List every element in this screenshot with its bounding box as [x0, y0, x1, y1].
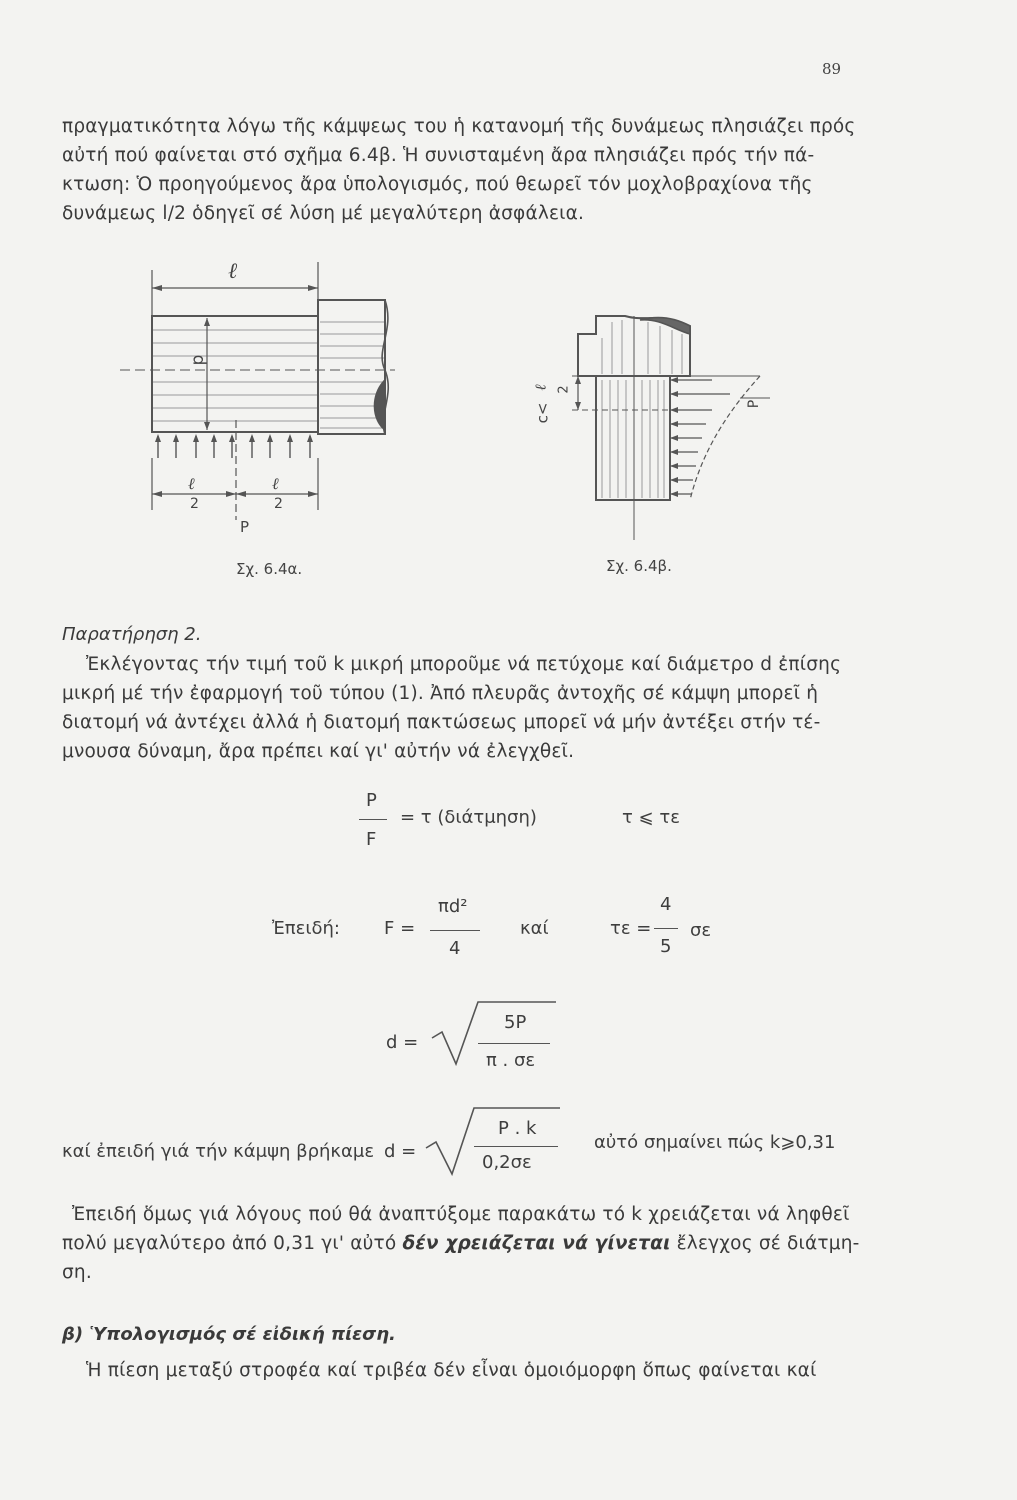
- eq2-f-den: 4: [449, 938, 461, 959]
- section-b-title: β) Ὑπολογισμός σέ εἰδική πίεση.: [62, 1324, 396, 1345]
- fig-a-half-left-num: ℓ: [188, 474, 195, 493]
- closing-paragraph: [62, 1200, 860, 1287]
- eq1-num: P: [366, 790, 377, 811]
- closing-line-2: [62, 1229, 860, 1258]
- intro-line: αὐτή πού φαίνεται στό σχῆμα 6.4β. Ἡ συνισταμένη ἄρα πλησιάζει πρός τήν πά-: [62, 145, 815, 166]
- intro-line: κτωση: Ὁ προηγούμενος ἄρα ὑπολογισμός, πού θεωρεῖ τόν μοχλοβραχίονα τῆς: [62, 174, 813, 195]
- eq2-f-lhs: F =: [384, 918, 416, 939]
- eq2-prefix: Ἐπειδή:: [272, 918, 340, 939]
- eq1-condition: τ ⩽ τε: [622, 807, 680, 828]
- fig-a-caption: Σχ. 6.4α.: [236, 560, 303, 578]
- remark-title: Παρατήρηση 2.: [62, 624, 202, 645]
- eq2-t-den: 5: [660, 936, 672, 957]
- fig-b-label-p: P: [746, 399, 763, 409]
- eq3-den: π . σε: [486, 1050, 536, 1071]
- fig-a-label-l: ℓ: [228, 259, 238, 284]
- eq2-f-num: πd²: [438, 896, 468, 917]
- intro-line: πραγματικότητα λόγω τῆς κάμψεως του ἡ κατανομή τῆς δυνάμεως πλησιάζει πρός: [62, 116, 856, 137]
- closing-line-2-pre: πολύ μεγαλύτερο ἀπό 0,31 γι' αὐτό: [62, 1233, 397, 1254]
- eq3-num: 5P: [504, 1012, 527, 1033]
- eq2-t-rhs: σε: [690, 920, 712, 941]
- closing-line-2-post: ἔλεγχος σέ διάτμη-: [676, 1233, 860, 1254]
- eq1-den: F: [366, 829, 377, 850]
- fig-a-label-p: P: [240, 518, 250, 536]
- fig-a-half-right-num: ℓ: [272, 474, 279, 493]
- fig-b-caption: Σχ. 6.4β.: [606, 557, 672, 575]
- fig-b-label-l: ℓ: [531, 384, 550, 391]
- remark-line: μνουσα δύναμη, ἄρα πρέπει καί γι' αὐτήν νά ἐλεγχθεῖ.: [62, 741, 575, 762]
- eq4-lhs: d =: [384, 1141, 417, 1162]
- eq3-lhs: d =: [386, 1032, 419, 1053]
- fig-a-half-right-den: 2: [274, 496, 283, 512]
- remark-line: μικρή μέ τήν ἐφαρμογή τοῦ τύπου (1). Ἀπό πλευρᾶς ἀντοχῆς σέ κάμψη μπορεῖ ἡ: [62, 683, 819, 704]
- eq1-rhs: = τ (διάτμηση): [400, 807, 537, 828]
- section-b-line: Ἡ πίεση μεταξύ στροφέα καί τριβέα δέν εἶναι ὁμοιόμορφη ὅπως φαίνεται καί: [86, 1360, 817, 1381]
- eq4-prefix: καί ἐπειδή γιά τήν κάμψη βρήκαμε: [62, 1141, 375, 1162]
- eq4-suffix: αὐτό σημαίνει πώς k⩾0,31: [594, 1132, 836, 1153]
- eq4-num: P . k: [498, 1118, 537, 1139]
- fig-a-half-left-den: 2: [190, 496, 199, 512]
- closing-line-3: ση.: [62, 1262, 92, 1283]
- remark-line: διατομή νά ἀντέχει ἀλλά ἡ διατομή πακτώσεως μπορεῖ νά μήν ἀντέξει στήν τέ-: [62, 712, 821, 733]
- remark-line: Ἐκλέγοντας τήν τιμή τοῦ k μικρή μποροῦμε νά πετύχομε καί διάμετρο d ἐπίσης: [86, 654, 842, 675]
- fig-b-label-c: c<: [533, 402, 552, 424]
- fig-b-label-two: 2: [556, 385, 572, 394]
- eq4-fraction-bar: [474, 1146, 558, 1147]
- fig-a-label-d: d: [188, 354, 209, 366]
- eq4-den: 0,2σε: [482, 1152, 532, 1173]
- page-number: 89: [822, 60, 842, 78]
- eq2-t-lhs: τε =: [610, 918, 652, 939]
- closing-line-1: Ἐπειδή ὅμως γιά λόγους πού θά ἀναπτύξομε παρακάτω τό k χρειάζεται νά ληφθεῖ: [72, 1204, 850, 1225]
- intro-line: δυνάμεως l/2 ὁδηγεῖ σέ λύση μέ μεγαλύτερη ἀσφάλεια.: [62, 203, 585, 224]
- eq2-t-num: 4: [660, 894, 672, 915]
- eq2-and: καί: [520, 918, 549, 939]
- closing-emphasis: δέν χρειάζεται νά γίνεται: [402, 1233, 671, 1254]
